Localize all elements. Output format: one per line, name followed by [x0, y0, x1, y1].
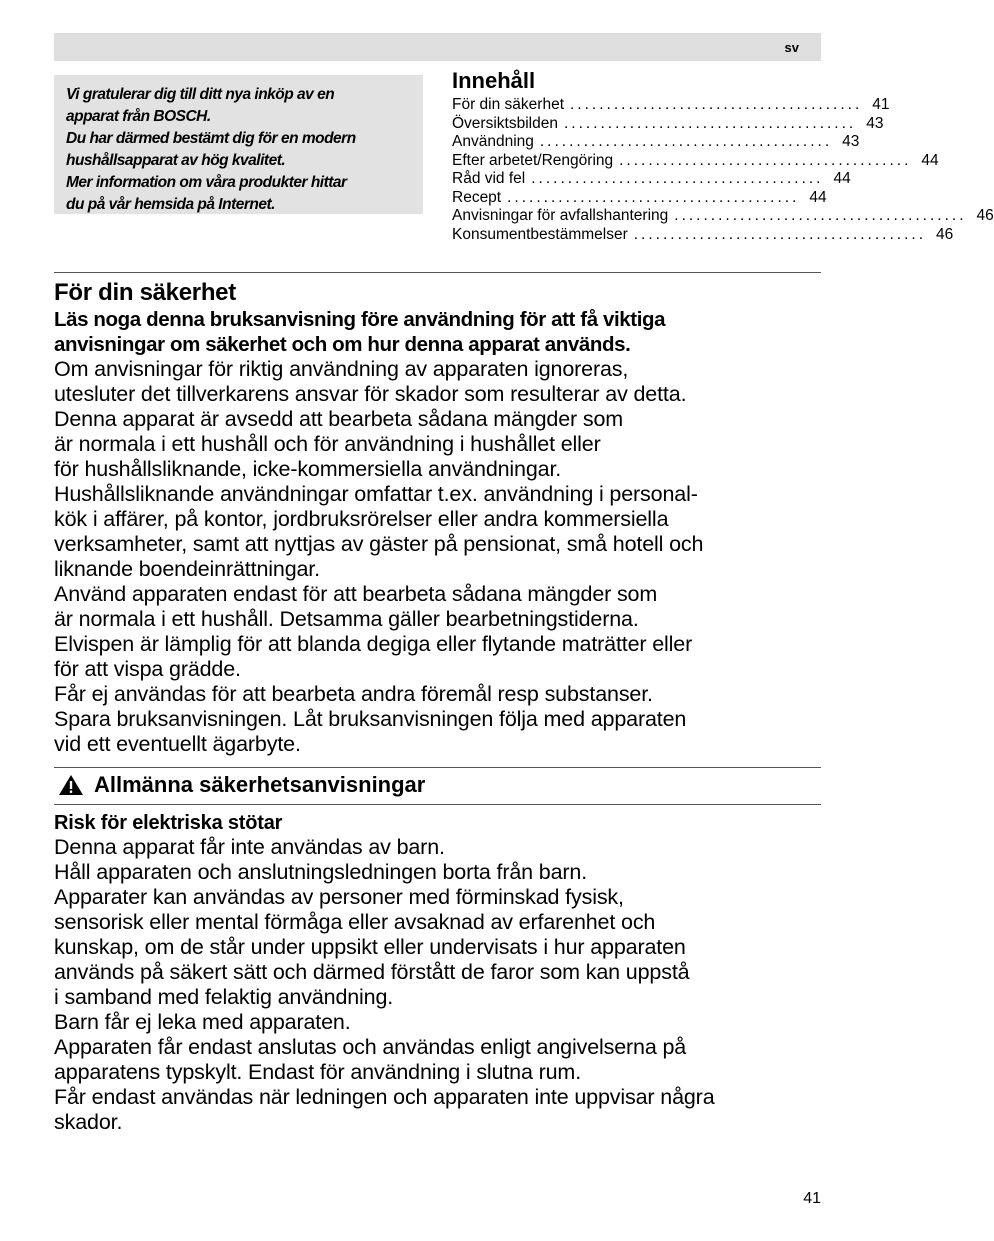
- toc-item-page: 46: [936, 225, 954, 243]
- electric-body-line: skador.: [54, 1110, 123, 1134]
- safety-body-line: Får ej användas för att bearbeta andra föremål resp substanser.: [54, 682, 653, 706]
- toc-item-page: 43: [866, 114, 884, 132]
- toc-item[interactable]: [452, 96, 890, 115]
- intro-line: Vi gratulerar dig till ditt nya inköp av en: [66, 86, 335, 103]
- toc-leader-dots: ........................................: [507, 188, 800, 206]
- toc-title: Innehåll: [452, 68, 536, 93]
- electric-shock-heading: Risk för elektriska stötar: [54, 812, 283, 834]
- intro-line: hushållsapparat av hög kvalitet.: [66, 152, 286, 169]
- safety-body-line: utesluter det tillverkarens ansvar för skador som resulterar av detta.: [54, 382, 687, 406]
- safety-body-line: Använd apparaten endast för att bearbeta sådana mängder som: [54, 582, 658, 606]
- toc-item-label: För din säkerhet: [452, 96, 564, 113]
- toc-leader-dots: ........................................: [539, 133, 833, 150]
- electric-body-line: Håll apparaten och anslutningsledningen borta från barn.: [54, 860, 588, 884]
- toc-item[interactable]: [452, 225, 954, 245]
- safety-body-line: är normala i ett hushåll. Detsamma gäller bearbetningstiderna.: [54, 607, 639, 631]
- toc-leader-dots: ........................................: [619, 151, 912, 169]
- toc-item-label: Efter arbetet/Rengöring: [452, 151, 614, 169]
- safety-heading: För din säkerhet: [54, 279, 236, 306]
- electric-body-line: Denna apparat får inte användas av barn.: [54, 835, 445, 859]
- toc-item-page: 44: [833, 170, 851, 187]
- toc-item[interactable]: [452, 114, 884, 134]
- toc-item-page: 43: [842, 133, 860, 150]
- intro-line: apparat från BOSCH.: [66, 108, 211, 125]
- safety-body-line: liknande boendeinrättningar.: [54, 557, 320, 581]
- electric-body-line: Barn får ej leka med apparaten.: [54, 1010, 351, 1034]
- electric-body-line: sensorisk eller mental förmåga eller avsaknad av erfarenhet och: [54, 910, 656, 934]
- electric-body-line: Får endast användas när ledningen och apparaten inte uppvisar några: [54, 1085, 715, 1109]
- language-bar: [54, 33, 821, 61]
- intro-line: Mer information om våra produkter hittar: [66, 174, 347, 191]
- toc-item[interactable]: [452, 207, 994, 226]
- electric-body-line: i samband med felaktig användning.: [54, 985, 394, 1009]
- toc-item-label: Användning: [452, 133, 534, 150]
- safety-section: [54, 279, 821, 757]
- section-divider: [54, 272, 821, 273]
- electric-body-line: Apparaten får endast anslutas och användas enligt angivelserna på: [54, 1035, 687, 1059]
- section-divider: [54, 767, 821, 768]
- safety-body-line: Hushållsliknande användningar omfattar t.ex. användning i personal-: [54, 482, 698, 506]
- toc-item[interactable]: [452, 151, 939, 171]
- toc-item-page: 44: [809, 188, 827, 206]
- safety-body-line: kök i affärer, på kontor, jordbruksrörelser eller andra kommersiella: [54, 507, 669, 531]
- toc-item-label: Konsumentbestämmelser: [452, 225, 628, 243]
- section-divider: [54, 804, 821, 805]
- toc-leader-dots: ........................................: [633, 225, 927, 243]
- toc-item-label: Recept: [452, 188, 502, 206]
- toc-item-page: 41: [872, 96, 890, 113]
- language-code: sv: [784, 40, 799, 55]
- safety-body-line: verksamheter, samt att nyttjas av gäster på pensionat, små hotell och: [54, 532, 704, 556]
- table-of-contents: [452, 66, 994, 244]
- toc-item[interactable]: [452, 170, 851, 189]
- general-safety-heading: [54, 770, 821, 800]
- toc-item[interactable]: [452, 133, 860, 152]
- safety-body-line: Denna apparat är avsedd att bearbeta sådana mängder som: [54, 407, 624, 431]
- intro-line: Du har därmed bestämt dig för en modern: [66, 130, 356, 147]
- toc-leader-dots: ........................................: [531, 170, 824, 187]
- safety-body-line: Spara bruksanvisningen. Låt bruksanvisningen följa med apparaten: [54, 707, 687, 731]
- toc-item-page: 46: [976, 207, 994, 224]
- warning-triangle-icon: [58, 774, 84, 796]
- electric-body-line: kunskap, om de står under uppsikt eller undervisats i hur apparaten: [54, 935, 686, 959]
- safety-body-line: Om anvisningar för riktig användning av apparaten ignoreras,: [54, 357, 629, 381]
- toc-leader-dots: ........................................: [674, 207, 967, 224]
- electric-body-line: Apparater kan användas av personer med förminskad fysisk,: [54, 885, 624, 909]
- safety-body-line: är normala i ett hushåll och för användning i hushållet eller: [54, 432, 601, 456]
- toc-item[interactable]: [452, 188, 827, 208]
- toc-leader-dots: ........................................: [563, 114, 857, 132]
- intro-line: du på vår hemsida på Internet.: [66, 196, 275, 213]
- safety-body-line: Elvispen är lämplig för att blanda degiga eller flytande maträtter eller: [54, 632, 693, 656]
- general-safety-section: [54, 770, 821, 800]
- page-number: 41: [803, 1190, 821, 1207]
- general-safety-title: Allmänna säkerhetsanvisningar: [94, 772, 426, 797]
- safety-lead-line: Läs noga denna bruksanvisning före användning för att få viktiga: [54, 308, 666, 331]
- toc-item-label: Anvisningar för avfallshantering: [452, 207, 669, 224]
- intro-box: [54, 75, 423, 214]
- safety-body-line: vid ett eventuellt ägarbyte.: [54, 732, 301, 756]
- safety-body-line: för hushållsliknande, icke-kommersiella användningar.: [54, 457, 562, 481]
- toc-item-page: 44: [921, 151, 939, 169]
- toc-item-label: Råd vid fel: [452, 170, 526, 187]
- safety-lead-line: anvisningar om säkerhet och om hur denna apparat används.: [54, 333, 631, 356]
- toc-item-label: Översiktsbilden: [452, 114, 558, 132]
- electric-body-line: används på säkert sätt och därmed förstått de faror som kan uppstå: [54, 960, 690, 984]
- toc-leader-dots: ........................................: [570, 96, 863, 113]
- electric-body-line: apparatens typskylt. Endast för användning i slutna rum.: [54, 1060, 582, 1084]
- electric-shock-section: [54, 811, 821, 1135]
- safety-body-line: för att vispa grädde.: [54, 657, 241, 681]
